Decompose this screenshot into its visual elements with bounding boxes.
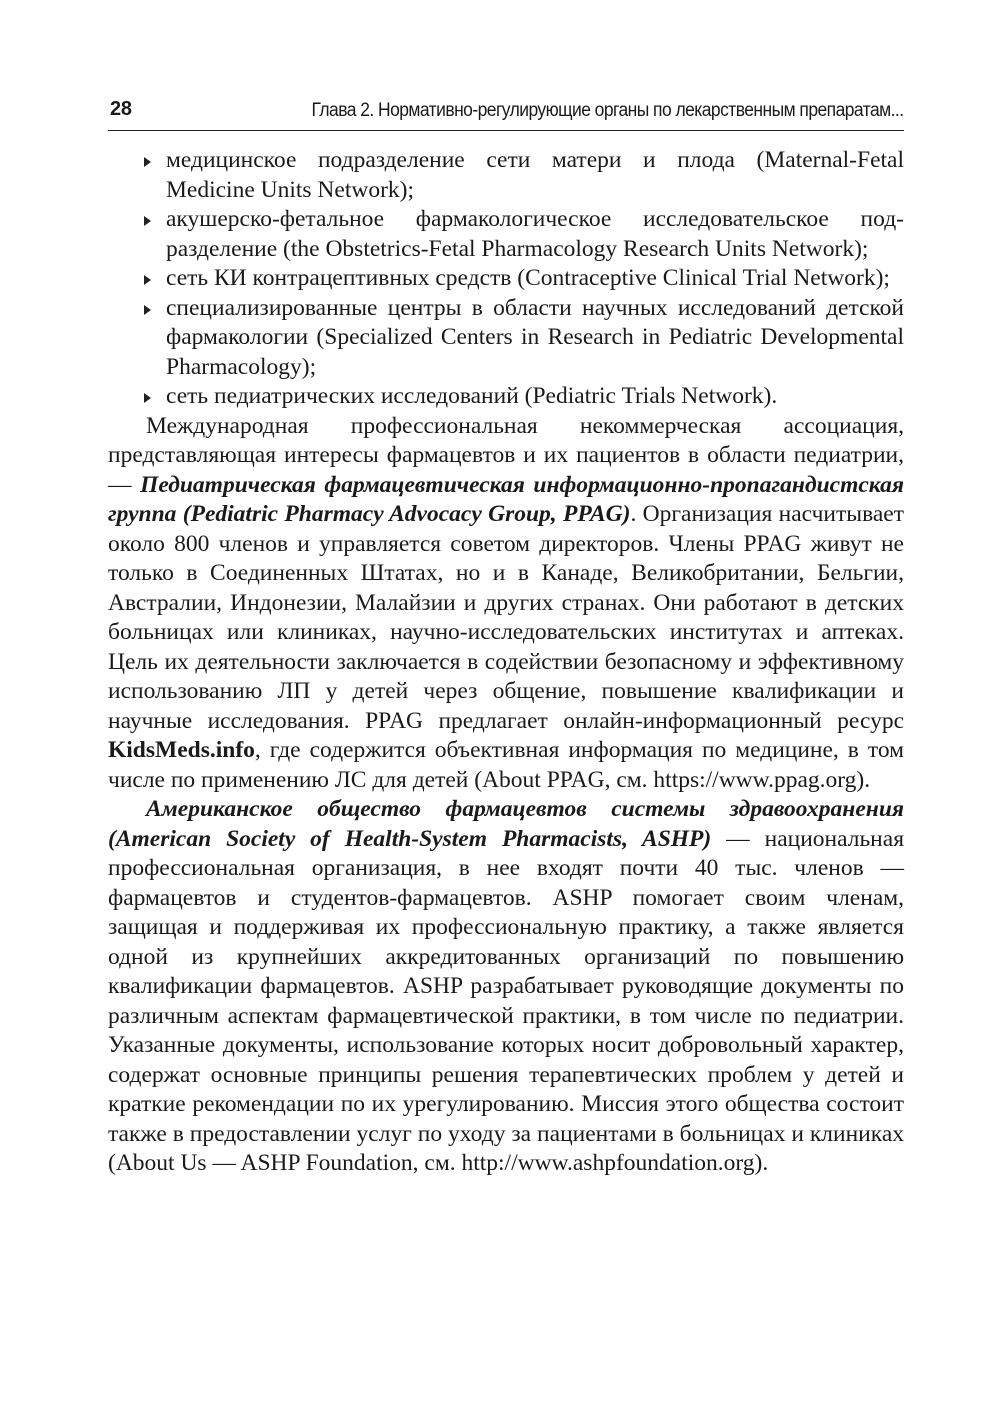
triangle-bullet-icon (144, 275, 151, 285)
triangle-bullet-icon (144, 393, 151, 403)
list-item-text: сеть КИ контрацептивных средств (Contraceptive Clinical Trial Network); (166, 265, 890, 291)
list-item (108, 146, 904, 205)
triangle-bullet-icon (144, 216, 151, 226)
bullet-list (108, 146, 904, 412)
list-item (108, 205, 904, 264)
list-item-text: специализированные центры в области научных исследований детской фармакологии (Specialized Centers in Research in Pediatric Developmental Pharmacology); (166, 294, 904, 380)
kidsmeds-resource: KidsMeds.info (108, 737, 255, 763)
paragraph-text: — национальная профессиональная организация, в нее входят почти 40 тыс. членов — фармацевтов и студентов-фармацевтов. ASHP помогает своим членам, защищая и поддерживая их профессиональную практику, а также является одной из крупнейших аккредитованных организаций по повышению квалификации фармацевтов. ASHP разрабатывает руководящие документы по различным аспектам фармацевтической практики, в том числе по педиатрии. Указанные документы, использование которых носит добровольный характер, содержат основные принципы решения терапевтических проблем у детей и краткие рекомендации по их урегулированию. Миссия этого общества состоит также в предоставлении услуг по уходу за пациентами в больницах и клиниках (About Us — ASHP Foundation, см. http://www.ashpfoundation.org). (108, 825, 905, 1176)
paragraph-intro: Международная профессиональная некоммерческая ассоциация, представляющая интересы фармацевтов и их пациентов в области педиатрии, — (108, 412, 904, 498)
paragraph-ppag (108, 412, 904, 796)
ppag-term: Педиатрическая фармацевтическая информационно-пропагандистская группа (Pediatric Pharmacy Advocacy Group, PPAG) (108, 471, 904, 527)
list-item (108, 382, 904, 412)
list-item-text: сеть педиатрических исследований (Pediatric Trials Network). (166, 383, 778, 409)
running-title: Глава 2. Нормативно-регулирующие органы по лекарственным препаратам... (311, 100, 904, 121)
running-header (108, 96, 904, 131)
page-body (108, 146, 904, 1179)
list-item-text: медицинское подразделение сети матери и плода (Maternal-Fetal Medicine Units Network); (166, 147, 904, 203)
page-number: 28 (110, 98, 132, 120)
paragraph-middle: . Организация насчитывает около 800 членов и управляется советом директоров. Члены PPAG живут не только в Соединенных Штатах, но и в Канаде, Великобритании, Бельгии, Австралии, Индонезии, Малайзии и других странах. Они работают в детских больницах или клиниках, научно-исследовательских институтах и аптеках. Цель их деятельности заключается в содействии безопасному и эффективному использованию ЛП у детей через общение, повышение квалификации и научные исследования. PPAG предлагает онлайн-информационный ресурс (108, 501, 904, 734)
list-item (108, 264, 904, 294)
paragraph-ashp (108, 795, 904, 1179)
triangle-bullet-icon (144, 157, 151, 167)
ashp-term: Американское общество фармацевтов системы здравоохранения (American Society of Health-System Pharmacists, ASHP) (108, 796, 904, 852)
triangle-bullet-icon (144, 305, 151, 315)
list-item (108, 294, 904, 383)
paragraph-end: , где содержится объективная информация по медицине, в том числе по применению ЛС для детей (About PPAG, см. https://www.ppag.org). (108, 737, 904, 793)
list-item-text: акушерско-фетальное фармакологическое исследовательское подразделение (the Obstetrics-Fetal Pharmacology Research Units Network); (166, 206, 904, 262)
